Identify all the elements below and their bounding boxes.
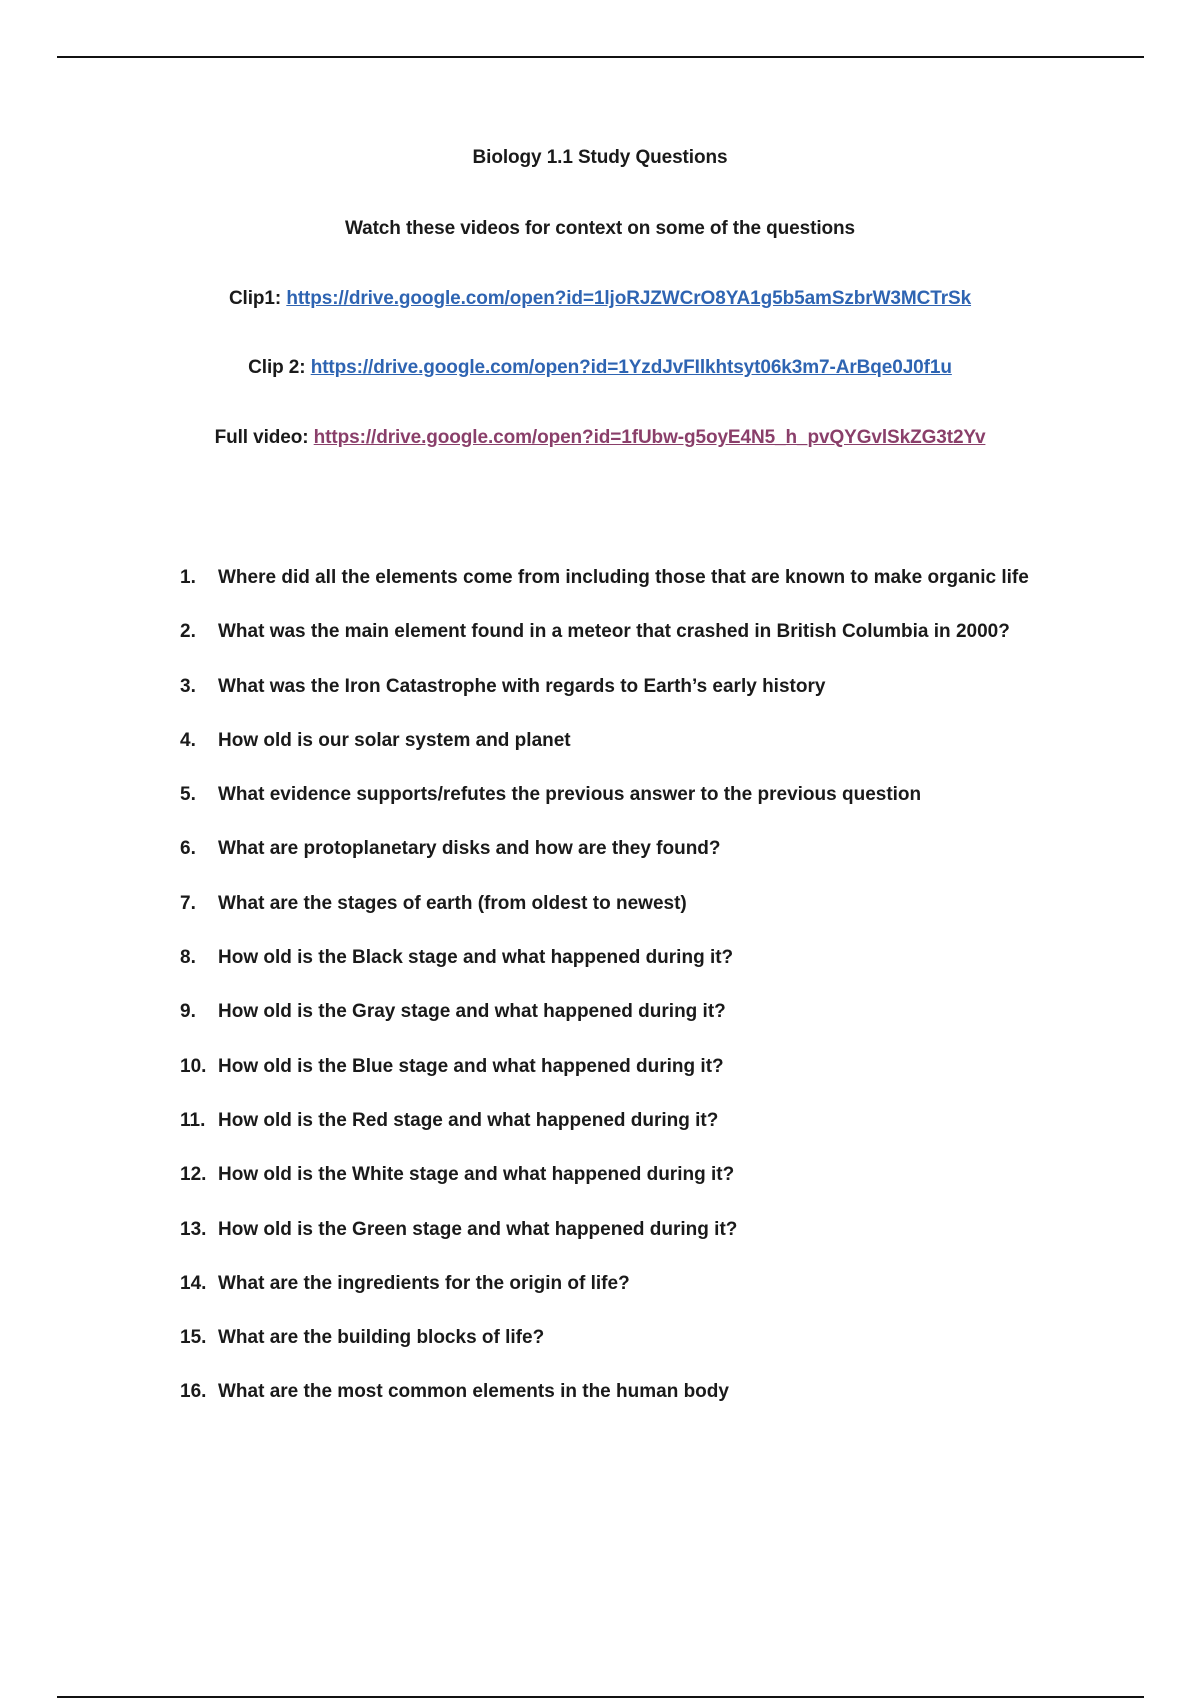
question-number: 6. bbox=[180, 838, 196, 860]
question-text: Where did all the elements come from including those that are known to make organic life bbox=[218, 567, 1029, 588]
question-item bbox=[180, 1381, 1110, 1435]
question-text: What was the main element found in a meteor that crashed in British Columbia in 2000? bbox=[218, 621, 1010, 643]
page-title: Biology 1.1 Study Questions bbox=[472, 147, 728, 168]
question-text: What are the building blocks of life? bbox=[218, 1327, 545, 1349]
question-number: 3. bbox=[180, 675, 196, 697]
bottom-divider bbox=[57, 1696, 1144, 1698]
clip-1-link[interactable]: https://drive.google.com/open?id=1ljoRJZWCrO8YA1g5b5amSzbrW3MCTrSk bbox=[286, 288, 972, 309]
question-number: 12. bbox=[180, 1164, 207, 1186]
question-text: How old is the White stage and what happened during it? bbox=[218, 1164, 735, 1186]
question-item bbox=[180, 730, 1110, 784]
question-item bbox=[180, 567, 1110, 621]
question-text: What was the Iron Catastrophe with regards to Earth’s early history bbox=[218, 675, 826, 697]
question-number: 11. bbox=[180, 1109, 206, 1131]
question-text: How old is the Green stage and what happened during it? bbox=[218, 1218, 738, 1240]
question-text: What are the ingredients for the origin of life? bbox=[218, 1272, 630, 1294]
question-text: What evidence supports/refutes the previous answer to the previous question bbox=[218, 784, 922, 806]
full-video-label: Full video: bbox=[214, 427, 309, 448]
instruction-text: Watch these videos for context on some of the questions bbox=[344, 218, 856, 239]
question-item bbox=[180, 1327, 1110, 1381]
clip-2-label: Clip 2: bbox=[248, 357, 306, 378]
question-number: 7. bbox=[180, 892, 196, 914]
question-number: 5. bbox=[180, 784, 196, 806]
question-number: 16. bbox=[180, 1381, 207, 1403]
question-text: What are the stages of earth (from oldest to newest) bbox=[218, 892, 687, 914]
question-number: 2. bbox=[180, 621, 196, 643]
top-divider bbox=[57, 56, 1144, 58]
question-number: 4. bbox=[180, 729, 196, 751]
question-text: How old is the Red stage and what happened during it? bbox=[218, 1109, 719, 1131]
question-text: What are the most common elements in the human body bbox=[218, 1381, 729, 1403]
clip-2-link[interactable]: https://drive.google.com/open?id=1YzdJvFIlkhtsyt06k3m7-ArBqe0J0f1u bbox=[310, 357, 952, 378]
question-item bbox=[180, 838, 1110, 892]
question-number: 10. bbox=[180, 1055, 207, 1077]
question-item bbox=[180, 621, 1110, 675]
question-item bbox=[180, 1110, 1110, 1164]
full-video-line bbox=[0, 427, 1200, 449]
full-video-link[interactable]: https://drive.google.com/open?id=1fUbw-g5oyE4N5_h_pvQYGvlSkZG3t2Yv bbox=[313, 427, 986, 448]
question-item bbox=[180, 1164, 1110, 1218]
question-item bbox=[180, 676, 1110, 730]
clip-1-label: Clip1: bbox=[228, 288, 282, 309]
question-item bbox=[180, 1273, 1110, 1327]
question-text: How old is the Black stage and what happened during it? bbox=[218, 947, 734, 969]
question-item bbox=[180, 947, 1110, 1001]
question-item bbox=[180, 893, 1110, 947]
question-text: How old is the Gray stage and what happened during it? bbox=[218, 1001, 726, 1023]
question-text: What are protoplanetary disks and how are they found? bbox=[218, 838, 721, 860]
question-item bbox=[180, 784, 1110, 838]
clip-2-line bbox=[0, 357, 1200, 379]
question-number: 9. bbox=[180, 1001, 196, 1023]
question-item bbox=[180, 1001, 1110, 1055]
question-list bbox=[180, 567, 1110, 1436]
clip-1-line bbox=[0, 288, 1200, 310]
question-number: 13. bbox=[180, 1218, 207, 1240]
question-item bbox=[180, 1056, 1110, 1110]
question-number: 8. bbox=[180, 947, 196, 969]
question-number: 1. bbox=[180, 567, 196, 588]
question-text: How old is our solar system and planet bbox=[218, 729, 571, 751]
question-number: 14. bbox=[180, 1272, 207, 1294]
question-number: 15. bbox=[180, 1327, 207, 1349]
question-item bbox=[180, 1219, 1110, 1273]
question-text: How old is the Blue stage and what happened during it? bbox=[218, 1055, 724, 1077]
